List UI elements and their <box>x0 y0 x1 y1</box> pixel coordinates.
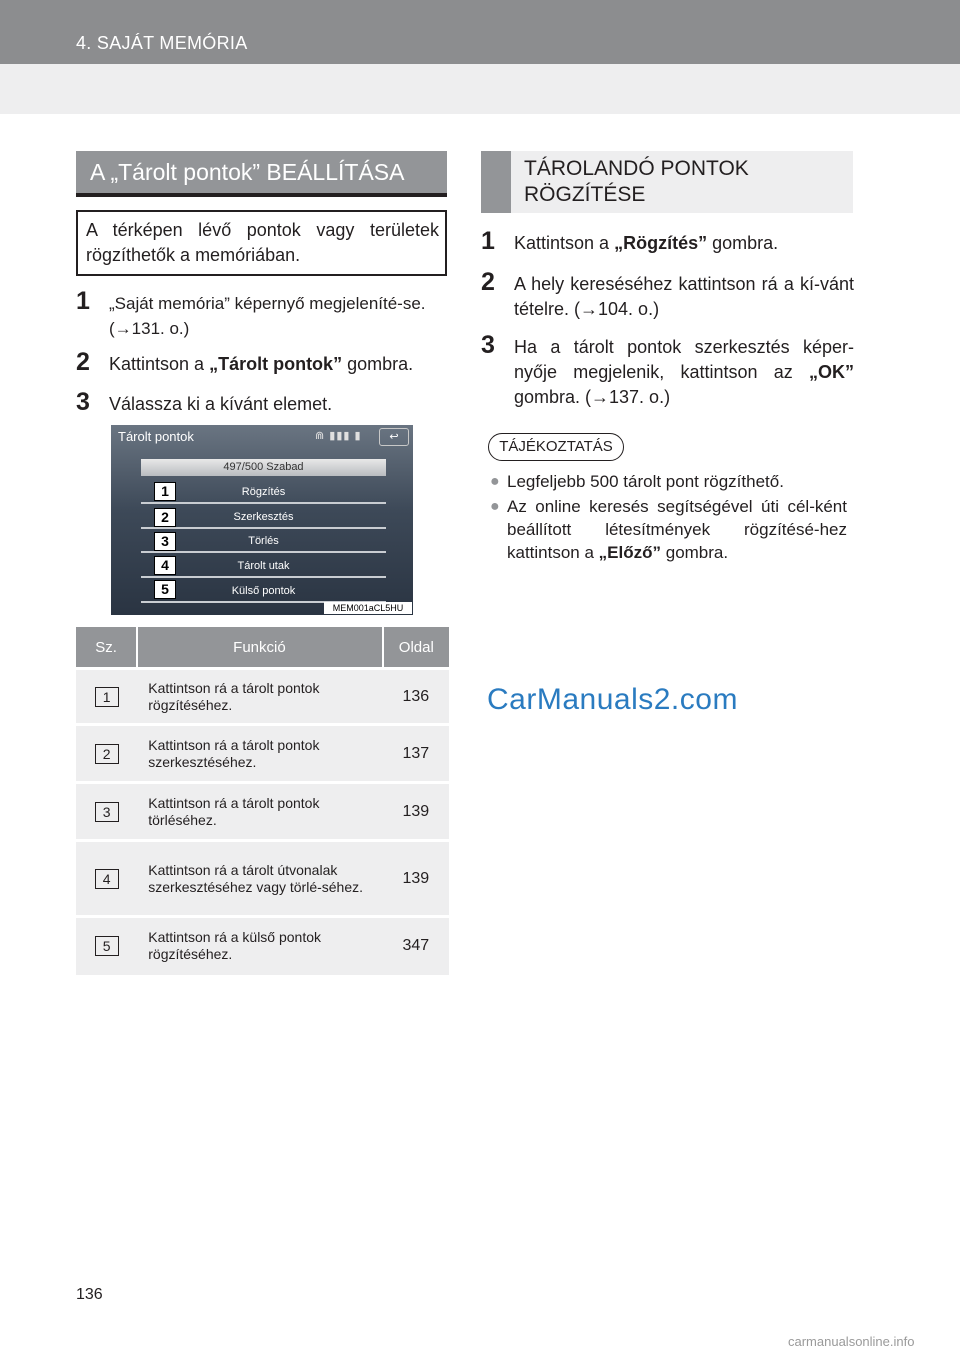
row-number: 3 <box>95 802 119 822</box>
chapter-title: 4. SAJÁT MEMÓRIA <box>76 33 248 53</box>
section-title-left: A „Tárolt pontok” BEÁLLÍTÁSA <box>90 159 405 185</box>
page-number: 136 <box>76 1286 103 1303</box>
menu-button-external[interactable]: Külső pontok <box>141 581 386 603</box>
row-number: 5 <box>95 936 119 956</box>
intro-box <box>76 210 447 276</box>
status-icons: ⋒ ▮▮▮ ▮ <box>315 430 362 442</box>
row-function: Kattintson rá a tárolt útvonalak szerkesztéséhez vagy törlé-séhez. <box>137 841 382 917</box>
row-function: Kattintson rá a tárolt pontok szerkesztéséhez. <box>137 725 382 783</box>
callout-4: 4 <box>154 556 176 575</box>
step-number: 3 <box>481 331 495 359</box>
col-header-num: Sz. <box>76 627 137 669</box>
step-text: Válassza ki a kívánt elemet. <box>109 394 333 414</box>
step-text: „Saját memória” képernyő megjeleníté-se. (→131. o.) <box>109 294 426 338</box>
row-page: 139 <box>383 783 449 841</box>
footer-link[interactable]: carmanualsonline.info <box>788 1334 915 1349</box>
table-row <box>76 841 449 917</box>
free-capacity-bar: 497/500 Szabad <box>141 459 386 476</box>
table-row <box>76 783 449 841</box>
callout-3: 3 <box>154 532 176 551</box>
row-number: 2 <box>95 744 119 764</box>
watermark: CarManuals2.com <box>487 683 738 716</box>
menu-button-routes[interactable]: Tárolt utak <box>141 556 386 578</box>
step-text: Kattintson a „Tárolt pontok” gombra. <box>109 354 414 374</box>
step-text: Kattintson a „Rögzítés” gombra. <box>514 233 779 253</box>
screen-image <box>111 425 413 615</box>
row-page: 137 <box>383 725 449 783</box>
info-text: Az online keresés segítségével úti cél-ként beállított létesítmények rögzítésé-hez kattintson a „Előző” gombra. <box>507 497 847 562</box>
step-text: A hely kereséséhez kattintson rá a kí-vánt tételre. (→104. o.) <box>514 274 854 319</box>
section-rule <box>76 193 447 197</box>
back-button[interactable]: ↩ <box>379 428 409 446</box>
section-heading-right <box>481 151 853 213</box>
section-title-right: TÁROLANDÓ PONTOK RÖGZÍTÉSE <box>524 157 749 206</box>
step-number: 1 <box>76 287 90 315</box>
bullet-icon: ● <box>490 498 500 515</box>
callout-2: 2 <box>154 508 176 527</box>
callout-5: 5 <box>154 580 176 599</box>
col-header-page: Oldal <box>383 627 449 669</box>
info-badge: TÁJÉKOZTATÁS <box>488 433 624 461</box>
menu-button-edit[interactable]: Szerkesztés <box>141 507 386 529</box>
image-code: MEM001aCL5HU <box>324 602 412 614</box>
row-page: 136 <box>383 669 449 725</box>
step-number: 3 <box>76 388 90 416</box>
table-row <box>76 725 449 783</box>
step-text: Ha a tárolt pontok szerkesztés képer-nyője megjelenik, kattintson az „OK” gombra. (→137. o.) <box>514 337 854 407</box>
step-number: 1 <box>481 227 495 255</box>
step-number: 2 <box>76 348 90 376</box>
row-page: 347 <box>383 917 449 975</box>
row-function: Kattintson rá a tárolt pontok törléséhez. <box>137 783 382 841</box>
col-header-function: Funkció <box>137 627 382 669</box>
bullet-icon: ● <box>490 473 500 490</box>
row-number: 4 <box>95 869 119 889</box>
table-row <box>76 917 449 975</box>
menu-button-delete[interactable]: Törlés <box>141 531 386 553</box>
header-band <box>0 64 960 114</box>
row-function: Kattintson rá a külső pontok rögzítéséhez. <box>137 917 382 975</box>
function-table <box>76 627 449 975</box>
intro-text: A térképen lévő pontok vagy területek rögzíthetők a memóriában. <box>86 220 439 265</box>
screen-title: Tárolt pontok <box>118 429 194 444</box>
header-bar <box>0 0 960 64</box>
section-marker <box>481 151 511 213</box>
callout-1: 1 <box>154 482 176 501</box>
menu-button-register[interactable]: Rögzítés <box>141 482 386 504</box>
table-row <box>76 669 449 725</box>
step-number: 2 <box>481 268 495 296</box>
row-page: 139 <box>383 841 449 917</box>
row-function: Kattintson rá a tárolt pontok rögzítéséhez. <box>137 669 382 725</box>
info-text: Legfeljebb 500 tárolt pont rögzíthető. <box>507 472 784 491</box>
section-heading-left <box>76 151 447 197</box>
table-header-row <box>76 627 449 669</box>
row-number: 1 <box>95 687 119 707</box>
